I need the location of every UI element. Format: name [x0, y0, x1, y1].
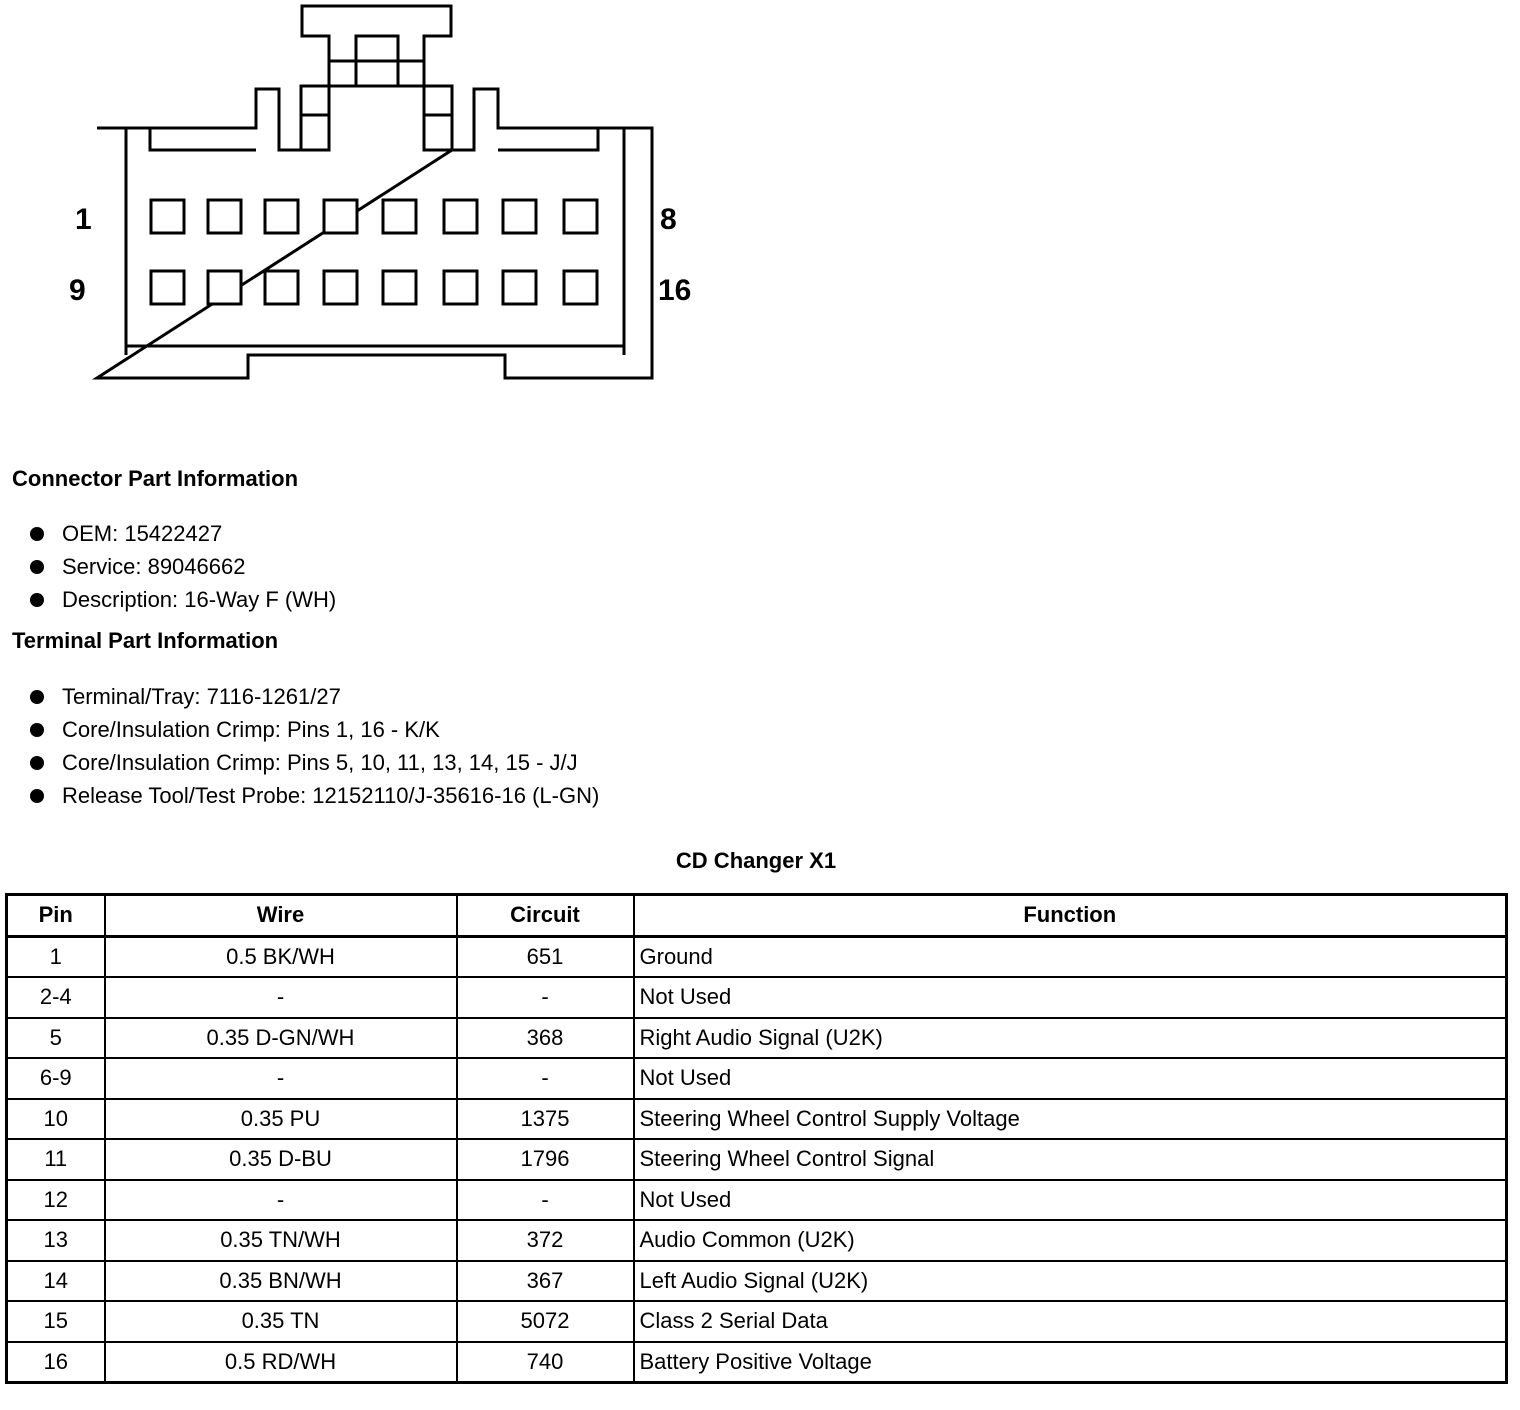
connector-info-title: Connector Part Information [12, 466, 299, 491]
cell-function: Not Used [634, 1058, 1507, 1099]
cell-function: Left Audio Signal (U2K) [634, 1261, 1507, 1302]
table-row [7, 936, 1507, 977]
pin-cavity-4 [324, 200, 357, 233]
pin-label-8: 8 [660, 203, 677, 236]
connector-diagram [0, 0, 720, 400]
table-row [7, 1058, 1507, 1099]
bullet-icon [30, 789, 44, 803]
cell-wire: 0.5 BK/WH [105, 936, 457, 977]
bullet-icon [30, 690, 44, 704]
pin-cavity-3 [265, 200, 298, 233]
pin-cavity-14 [444, 271, 477, 304]
table-row [7, 1099, 1507, 1140]
table-row [7, 977, 1507, 1018]
cell-circuit: - [457, 1058, 634, 1099]
cell-pin: 15 [7, 1301, 105, 1342]
list-item: Core/Insulation Crimp: Pins 5, 10, 11, 13, 14, 15 - J/J [30, 746, 599, 779]
cell-function: Steering Wheel Control Supply Voltage [634, 1099, 1507, 1140]
cell-function: Steering Wheel Control Signal [634, 1139, 1507, 1180]
cell-function: Audio Common (U2K) [634, 1220, 1507, 1261]
connector-info-list [30, 517, 336, 616]
cell-circuit: - [457, 977, 634, 1018]
pin-label-1: 1 [75, 203, 92, 236]
table-row [7, 1342, 1507, 1383]
cell-wire: - [105, 1180, 457, 1221]
pin-cavity-2 [208, 200, 241, 233]
terminal-info-title: Terminal Part Information [12, 628, 279, 653]
pin-cavity-12 [324, 271, 357, 304]
bullet-icon [30, 560, 44, 574]
pin-row-top [151, 200, 597, 233]
cell-pin: 2-4 [7, 977, 105, 1018]
cell-wire: 0.35 TN [105, 1301, 457, 1342]
pin-cavity-10 [208, 271, 241, 304]
pin-cavity-13 [383, 271, 416, 304]
cell-circuit: 372 [457, 1220, 634, 1261]
table-header-row [7, 895, 1507, 937]
pin-cavity-8 [564, 200, 597, 233]
pin-cavity-1 [151, 200, 184, 233]
list-item: OEM: 15422427 [30, 517, 336, 550]
list-item: Terminal/Tray: 7116-1261/27 [30, 680, 599, 713]
pin-label-16: 16 [658, 274, 692, 307]
list-item: Release Tool/Test Probe: 12152110/J-35616-16 (L-GN) [30, 779, 599, 812]
header-function: Function [634, 895, 1507, 937]
table-row [7, 1261, 1507, 1302]
cell-pin: 1 [7, 936, 105, 977]
cell-pin: 16 [7, 1342, 105, 1383]
table-row [7, 1180, 1507, 1221]
pin-cavity-15 [503, 271, 536, 304]
cell-wire: 0.35 D-GN/WH [105, 1018, 457, 1059]
cell-pin: 14 [7, 1261, 105, 1302]
cell-function: Not Used [634, 977, 1507, 1018]
table-row [7, 1301, 1507, 1342]
cell-wire: - [105, 1058, 457, 1099]
pin-label-9: 9 [69, 274, 86, 307]
table-row [7, 1018, 1507, 1059]
bullet-icon [30, 723, 44, 737]
cell-wire: 0.5 RD/WH [105, 1342, 457, 1383]
list-item: Description: 16-Way F (WH) [30, 583, 336, 616]
pin-cavity-9 [151, 271, 184, 304]
table-row [7, 1139, 1507, 1180]
cell-function: Battery Positive Voltage [634, 1342, 1507, 1383]
cell-pin: 5 [7, 1018, 105, 1059]
cell-pin: 10 [7, 1099, 105, 1140]
cell-circuit: 740 [457, 1342, 634, 1383]
table-row [7, 1220, 1507, 1261]
cell-circuit: 651 [457, 936, 634, 977]
pin-cavity-11 [265, 271, 298, 304]
bullet-icon [30, 593, 44, 607]
pin-cavity-16 [564, 271, 597, 304]
cell-pin: 13 [7, 1220, 105, 1261]
header-pin: Pin [7, 895, 105, 937]
table-title: CD Changer X1 [675, 848, 837, 873]
cell-pin: 6-9 [7, 1058, 105, 1099]
pinout-table [5, 893, 1508, 1384]
cell-wire: 0.35 PU [105, 1099, 457, 1140]
terminal-info-list [30, 680, 599, 812]
list-item: Service: 89046662 [30, 550, 336, 583]
header-wire: Wire [105, 895, 457, 937]
cell-circuit: 5072 [457, 1301, 634, 1342]
header-circuit: Circuit [457, 895, 634, 937]
cell-wire: 0.35 D-BU [105, 1139, 457, 1180]
cell-function: Class 2 Serial Data [634, 1301, 1507, 1342]
cell-circuit: 1796 [457, 1139, 634, 1180]
pin-cavity-7 [503, 200, 536, 233]
cell-circuit: - [457, 1180, 634, 1221]
cell-wire: 0.35 BN/WH [105, 1261, 457, 1302]
pin-row-bottom [151, 271, 597, 304]
cell-pin: 11 [7, 1139, 105, 1180]
connector-latch [302, 6, 451, 86]
cell-wire: 0.35 TN/WH [105, 1220, 457, 1261]
cell-function: Right Audio Signal (U2K) [634, 1018, 1507, 1059]
cell-pin: 12 [7, 1180, 105, 1221]
pin-cavity-5 [383, 200, 416, 233]
cell-circuit: 367 [457, 1261, 634, 1302]
cell-circuit: 1375 [457, 1099, 634, 1140]
cell-function: Not Used [634, 1180, 1507, 1221]
cell-circuit: 368 [457, 1018, 634, 1059]
pin-cavity-6 [444, 200, 477, 233]
bullet-icon [30, 756, 44, 770]
bullet-icon [30, 527, 44, 541]
cell-wire: - [105, 977, 457, 1018]
list-item: Core/Insulation Crimp: Pins 1, 16 - K/K [30, 713, 599, 746]
cell-function: Ground [634, 936, 1507, 977]
